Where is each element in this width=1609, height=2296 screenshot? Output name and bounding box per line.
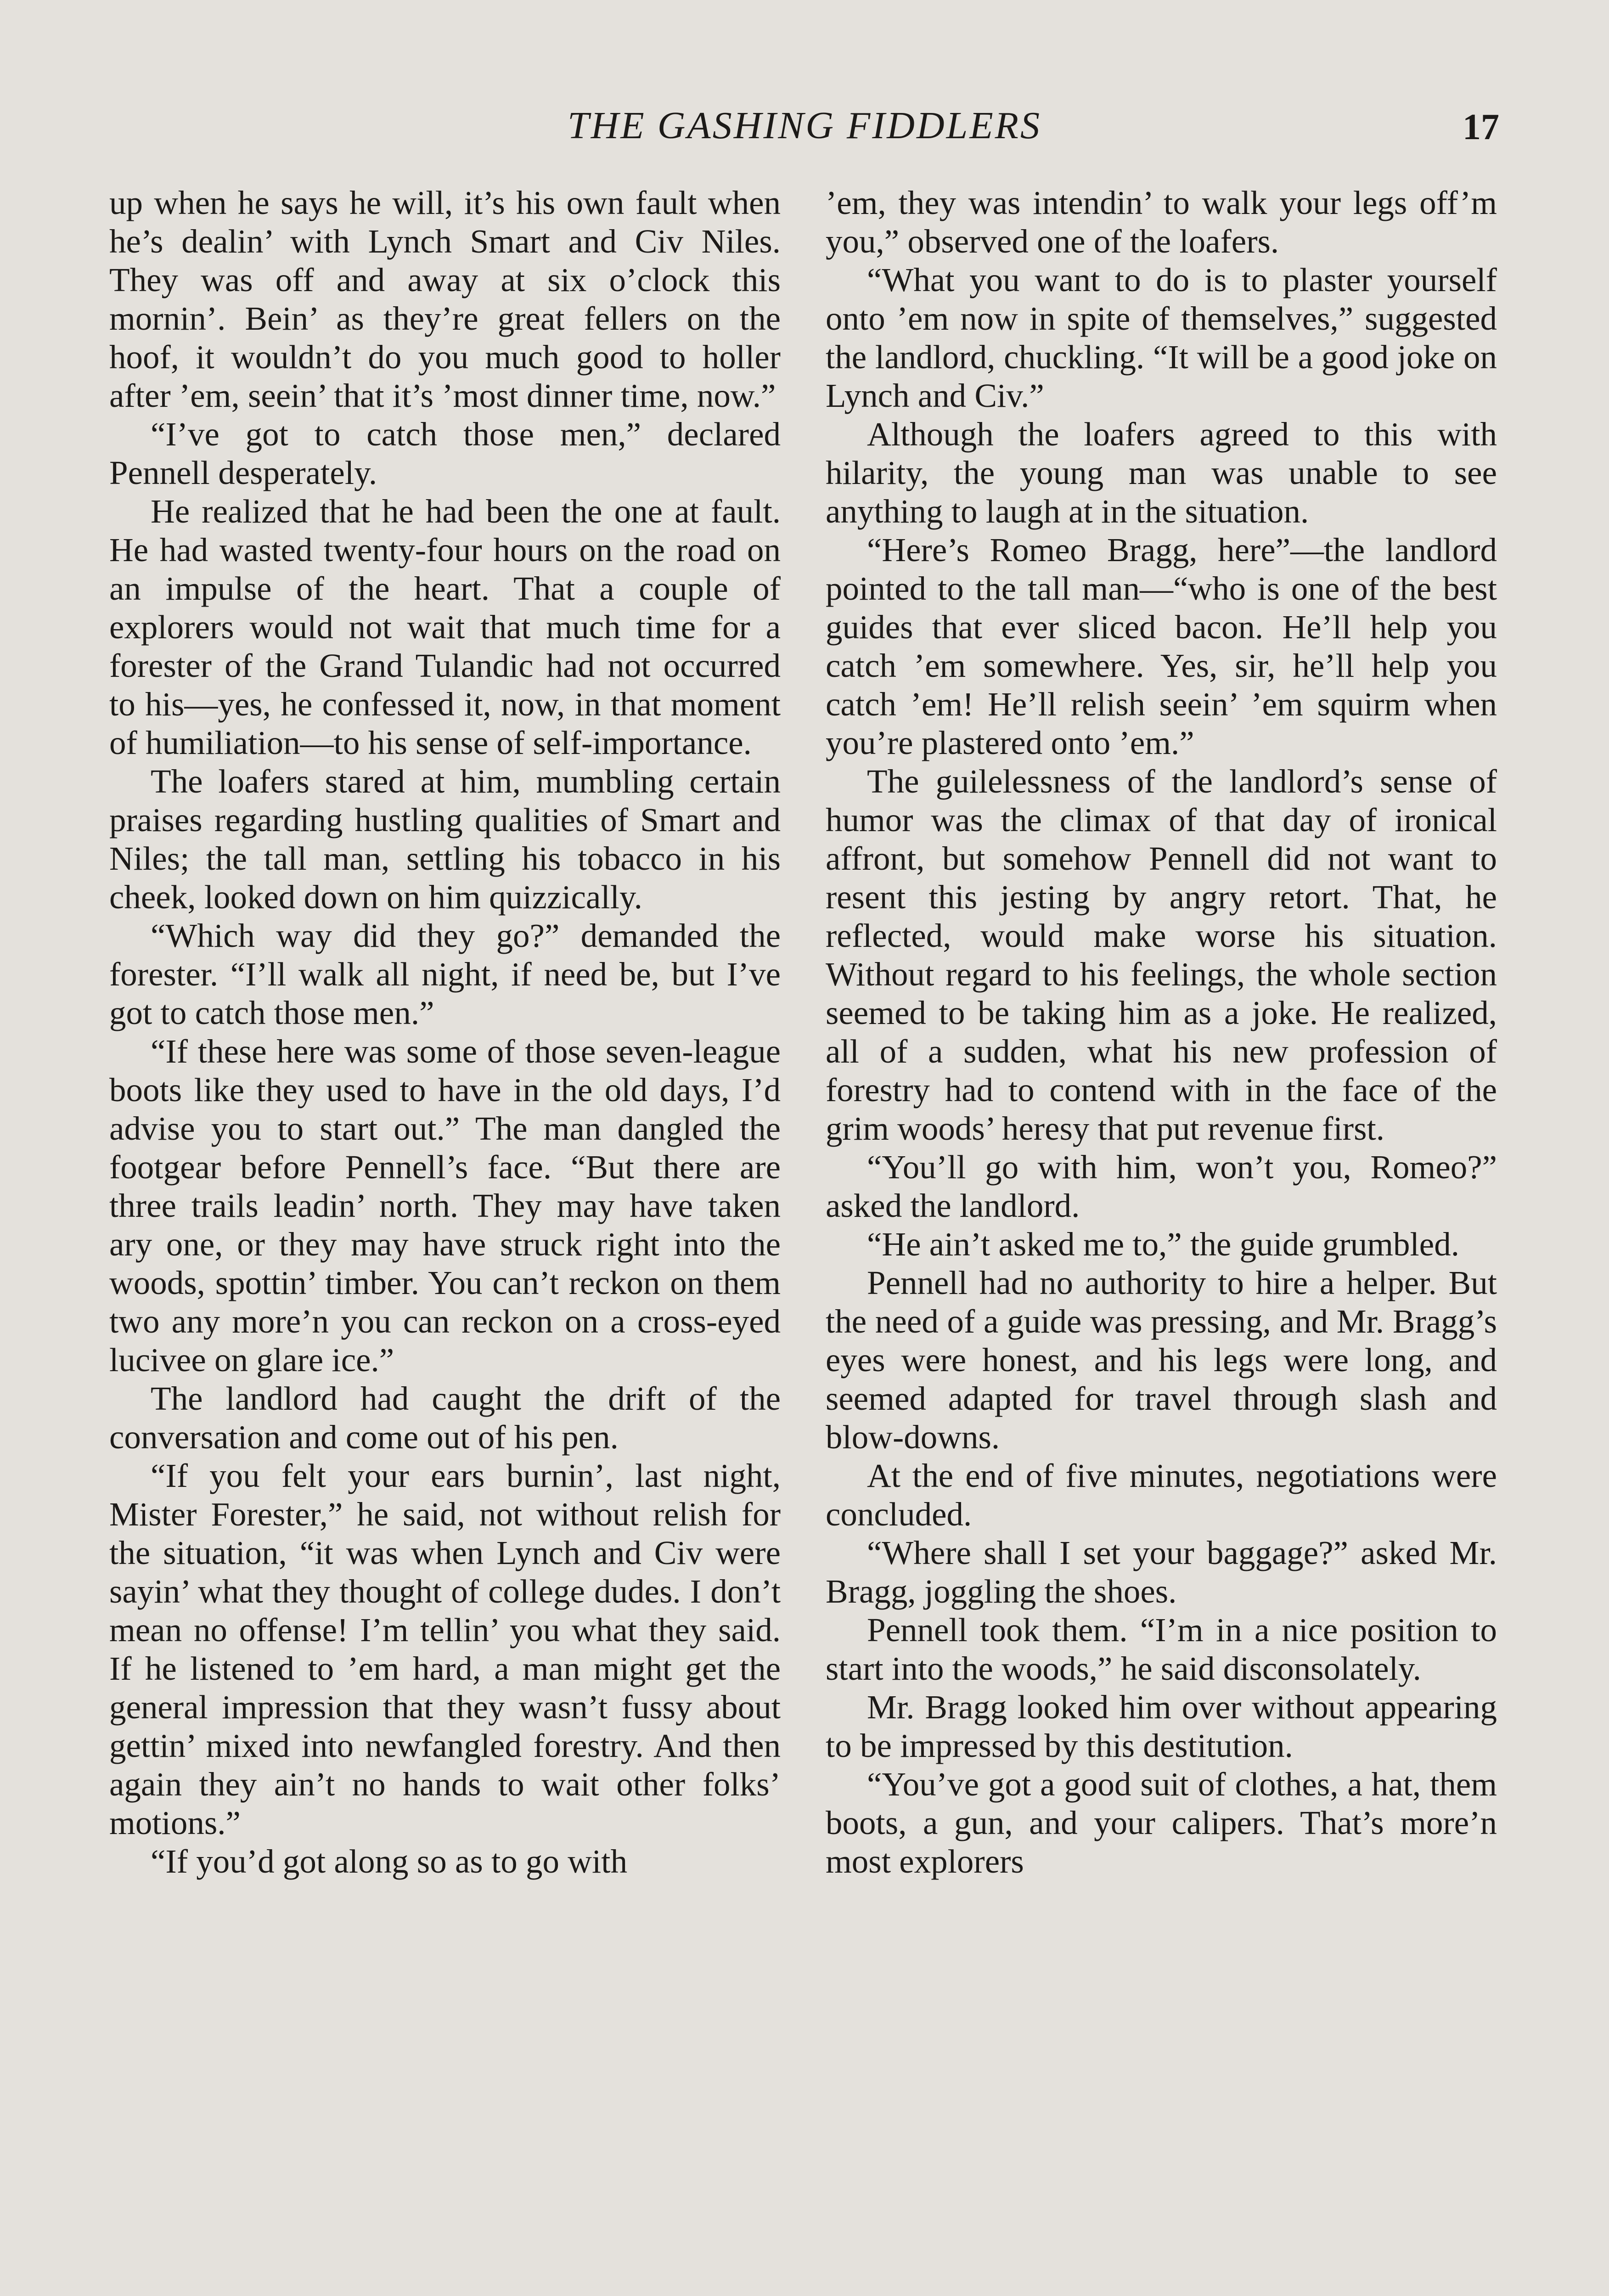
paragraph: Pennell took them. “I’m in a nice position to start into the woods,” he said disconsolately. [826, 1611, 1497, 1687]
paragraph: Pennell had no authority to hire a helper. But the need of a guide was pressing, and Mr. Bragg’s eyes were honest, and his legs were long, and seemed adapted for travel through slash and blow-downs. [826, 1264, 1497, 1456]
paragraph: “If these here was some of those seven-league boots like they used to have in the old days, I’d advise you to start out.” The man dangled the footgear before Pennell’s face. “But there are three trails leadin’ north. They may have taken ary one, or they may have struck right into the woods, spottin’ timber. You can’t reckon on them two any more’n you can reckon on a cross-eyed lucivee on glare ice.” [109, 1033, 781, 1379]
paragraph: The loafers stared at him, mumbling certain praises regarding hustling qualities of Smart and Niles; the tall man, settling his tobacco in his cheek, looked down on him quizzically. [109, 763, 781, 916]
paragraph: At the end of five minutes, negotiations were concluded. [826, 1457, 1497, 1533]
paragraph: The guilelessness of the landlord’s sense of humor was the climax of that day of ironical affront, but somehow Pennell did not want to resent this jesting by angry retort. That, he reflected, would make worse his situation. Without regard to his feelings, the whole section seemed to be taking him as a joke. He realized, all of a sudden, what his new profession of forestry had to contend with in the face of the grim woods’ heresy that put revenue first. [826, 763, 1497, 1147]
paragraph: “If you’d got along so as to go with [151, 1843, 628, 1880]
paragraph: “He ain’t asked me to,” the guide grumbled. [867, 1226, 1459, 1263]
page-number: 17 [1463, 107, 1499, 147]
left-column [109, 184, 781, 2278]
paragraph: He realized that he had been the one at fault. He had wasted twenty-four hours on the road on an impulse of the heart. That a couple of explorers would not wait that much time for a forester of the Grand Tulandic had not occurred to his—yes, he confessed it, now, in that moment of humiliation—to his sense of self-importance. [109, 493, 781, 761]
right-column [826, 184, 1497, 2278]
paragraph: Mr. Bragg looked him over without appearing to be impressed by this destitution. [826, 1688, 1497, 1764]
paragraph: “What you want to do is to plaster yourself onto ’em now in spite of themselves,” suggested the landlord, chuckling. “It will be a good joke on Lynch and Civ.” [826, 261, 1497, 414]
running-title: THE GASHING FIDDLERS [568, 104, 1041, 147]
paragraph: Although the loafers agreed to this with hilarity, the young man was unable to see anything to laugh at in the situation. [826, 416, 1497, 530]
paragraph: ’em, they was intendin’ to walk your legs off’m you,” observed one of the loafers. [826, 184, 1497, 260]
paragraph: “You’ll go with him, won’t you, Romeo?” asked the landlord. [826, 1148, 1497, 1224]
paragraph: “I’ve got to catch those men,” declared Pennell desperately. [109, 416, 781, 491]
paragraph: “Where shall I set your baggage?” asked Mr. Bragg, joggling the shoes. [826, 1534, 1497, 1610]
paragraph: The landlord had caught the drift of the conversation and come out of his pen. [109, 1380, 781, 1456]
paragraph: up when he says he will, it’s his own fault when he’s dealin’ with Lynch Smart and Civ Niles. They was off and away at six o’clock this mornin’. Bein’ as they’re great fellers on the hoof, it wouldn’t do you much good to holler after ’em, seein’ that it’s ’most dinner time, now.” [109, 184, 781, 414]
paragraph: “Which way did they go?” demanded the forester. “I’ll walk all night, if need be, but I’ve got to catch those men.” [109, 917, 781, 1031]
paragraph: “Here’s Romeo Bragg, here”—the landlord pointed to the tall man—“who is one of the best guides that ever sliced bacon. He’ll help you catch ’em somewhere. Yes, sir, he’ll help you catch ’em! He’ll relish seein’ ’em squirm when you’re plastered onto ’em.” [826, 531, 1497, 761]
paragraph: “You’ve got a good suit of clothes, a hat, them boots, a gun, and your calipers. That’s more’n most explorers [826, 1766, 1497, 1880]
paragraph: “If you felt your ears burnin’, last night, Mister Forester,” he said, not without relish for the situation, “it was when Lynch and Civ were sayin’ what they thought of college dudes. I don’t mean no offense! I’m tellin’ you what they said. If he listened to ’em hard, a man might get the general impression that they wasn’t fussy about gettin’ mixed into newfangled forestry. And then again they ain’t no hands to wait other folks’ motions.” [109, 1457, 781, 1841]
